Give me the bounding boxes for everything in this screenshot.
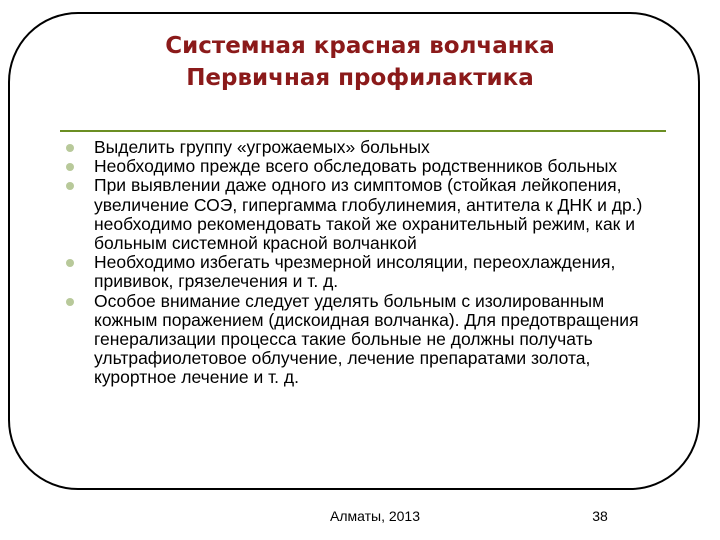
bullet-item <box>66 253 666 291</box>
title-divider <box>60 130 666 132</box>
title-line-2: Первичная профилактика <box>186 65 534 91</box>
bullet-dot-icon <box>66 182 74 190</box>
bullet-dot-icon <box>66 298 74 306</box>
bullet-text: Выделить группу «угрожаемых» больных <box>94 137 430 157</box>
bullet-dot-icon <box>66 163 74 171</box>
bullet-item <box>66 176 666 253</box>
slide-title <box>60 30 660 94</box>
bullet-text: При выявлении даже одного из симптомов (стойкая лейкопения, увеличение СОЭ, гипергамма глобулинемия, антитела к ДНК и др.) необходимо рекомендовать такой же охранительный режим, как и больным системной красной волчанкой <box>94 175 643 254</box>
bullet-dot-icon <box>66 259 74 267</box>
bullet-dot-icon <box>66 144 74 152</box>
bullet-text: Особое внимание следует уделять больным с изолированным кожным поражением (дискоидная волчанка). Для предотвращения генерализации процесса такие больные не должны получать ультрафиолетовое облучение, лечение препаратами золота, курортное лечение и т. д. <box>94 290 639 388</box>
bullet-item <box>66 157 666 176</box>
bullet-item <box>66 138 666 157</box>
page-number: 38 <box>592 508 608 524</box>
footer-place: Алматы, 2013 <box>329 508 420 524</box>
title-line-1: Системная красная волчанка <box>165 33 555 59</box>
bullet-item <box>66 292 666 388</box>
bullet-text: Необходимо прежде всего обследовать родственников больных <box>94 156 618 177</box>
bullet-list <box>66 138 666 388</box>
bullet-text: Необходимо избегать чрезмерной инсоляции, переохлаждения, прививок, грязелечения и т. д. <box>94 252 616 292</box>
